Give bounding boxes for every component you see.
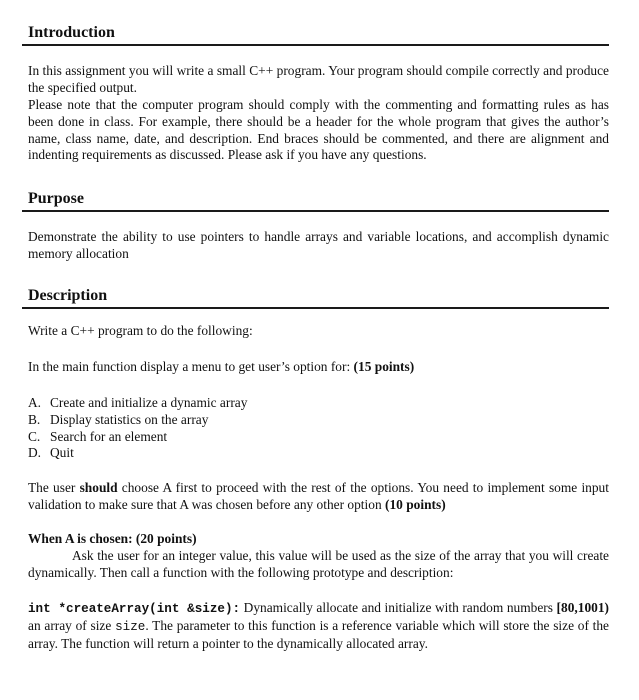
should-post: choose A first to proceed with the rest of the options. You need to implement some input validation to make sure that A was chosen before any other option	[28, 480, 609, 512]
option-item	[28, 395, 609, 412]
should-points: (10 points)	[385, 496, 446, 512]
option-text: Quit	[50, 445, 74, 461]
introduction-paragraph-2: Please note that the computer program should comply with the commenting and formatting rules as has been done in class. For example, there should be a header for the whole program that gives the author’s name, class name, date, and description. End braces should be commented, and there are alignment and indenting requirements as discussed. Please ask if you have any questions.	[28, 97, 609, 163]
description-rule	[22, 307, 609, 309]
menu-points: (15 points)	[353, 359, 415, 374]
prototype-code: int *createArray(int &size):	[28, 602, 241, 616]
purpose-rule	[22, 210, 609, 212]
menu-instruction-text: In the main function display a menu to get user’s option for:	[28, 359, 351, 374]
option-text: Create and initialize a dynamic array	[50, 395, 248, 410]
option-text: Display statistics on the array	[50, 411, 209, 427]
prototype-desc-3: . The parameter to this function is a reference variable which will store the size of the array. The function will return a pointer to the dynamically allocated array.	[28, 617, 609, 651]
introduction-paragraph-1: In this assignment you will write a small C++ program. Your program should compile correctly and produce the specified output.	[28, 63, 609, 95]
option-list	[28, 395, 609, 462]
prototype-desc-2: an array of size	[28, 617, 112, 633]
prototype-paragraph	[28, 600, 609, 652]
description-heading: Description	[28, 287, 108, 304]
description-intro: Write a C++ program to do the following:	[28, 323, 253, 338]
prototype-desc-1: Dynamically allocate and initialize with random numbers	[243, 600, 553, 615]
option-item	[28, 429, 609, 446]
option-item	[28, 412, 609, 429]
prototype-range: [80,1001)	[556, 600, 609, 615]
introduction-heading: Introduction	[28, 24, 115, 41]
option-letter: D.	[28, 445, 42, 461]
menu-instruction	[28, 359, 609, 376]
prototype-size: size	[115, 619, 146, 634]
option-letter: A.	[28, 395, 42, 410]
option-letter: C.	[28, 428, 41, 444]
input-validation-paragraph	[28, 480, 609, 514]
option-item	[28, 445, 609, 462]
should-pre: The user	[28, 480, 76, 495]
should-word: should	[79, 480, 118, 495]
purpose-heading: Purpose	[28, 190, 84, 207]
when-a-heading: When A is chosen: (20 points)	[28, 531, 197, 546]
option-text: Search for an element	[50, 428, 168, 444]
introduction-rule	[22, 44, 609, 46]
when-a-text: Ask the user for an integer value, this value will be used as the size of the array that you will create dynamically. Then call a function with the following prototype and description:	[28, 548, 609, 580]
option-letter: B.	[28, 411, 41, 427]
purpose-text: Demonstrate the ability to use pointers to handle arrays and variable locations, and accomplish dynamic memory allocation	[28, 229, 609, 261]
